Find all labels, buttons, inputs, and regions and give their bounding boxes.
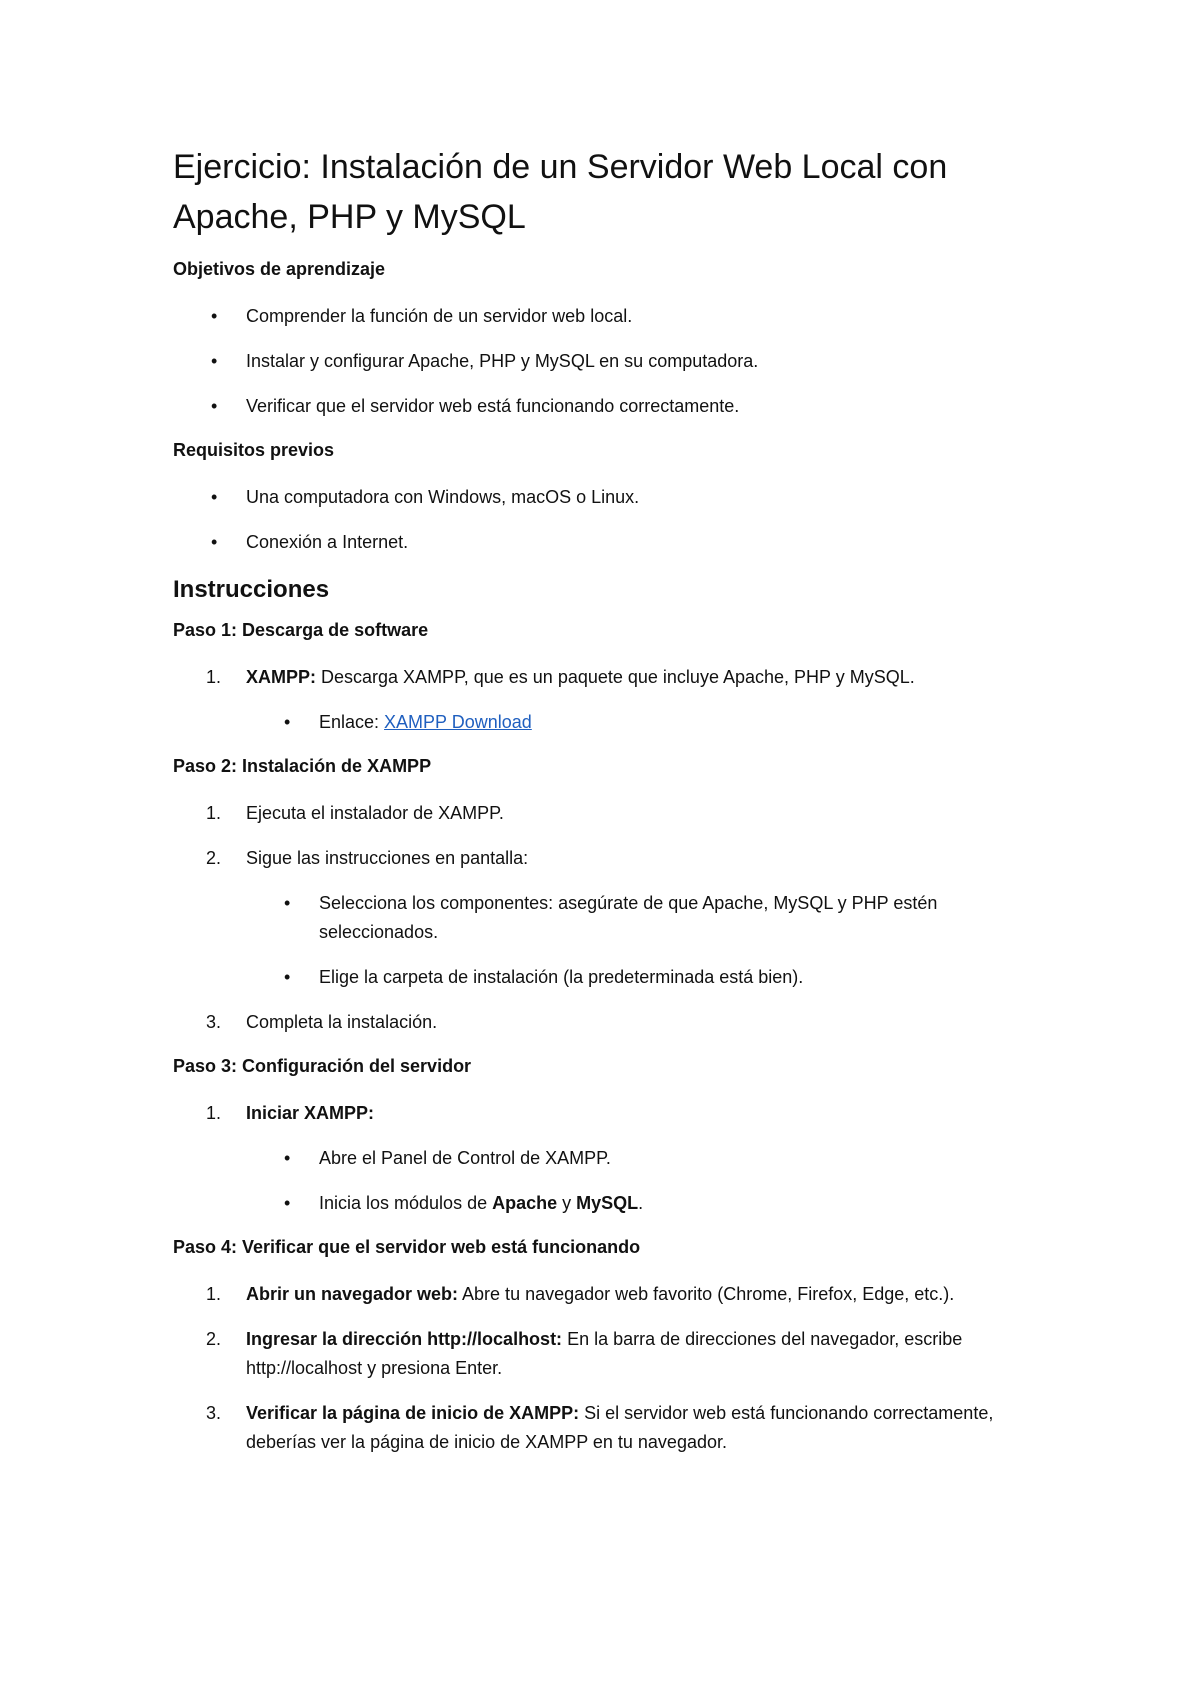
step3-list <box>173 1099 1053 1218</box>
list-item: 1. XAMPP: Descarga XAMPP, que es un paquete que incluye Apache, PHP y MySQL. • Enlace: XAMPP Download <box>173 663 1053 737</box>
bullet-icon: • <box>284 967 291 987</box>
xampp-download-link[interactable]: XAMPP Download <box>384 712 532 732</box>
number-marker: 2. <box>206 1329 222 1349</box>
step1-list <box>173 663 1053 737</box>
step2-heading: Paso 2: Instalación de XAMPP <box>173 756 432 776</box>
number-marker: 1. <box>206 1103 222 1123</box>
bullet-icon: • <box>211 351 218 371</box>
prereq-heading: Requisitos previos <box>173 440 335 460</box>
list-item: 2. Sigue las instrucciones en pantalla: • Selecciona los componentes: asegúrate de que Apache, MySQL y PHP estén seleccionados. • Elige la carpeta de instalación (la predeterminada está bien). <box>173 844 1053 992</box>
list-item: • Instalar y configurar Apache, PHP y MySQL en su computadora. <box>173 347 1053 376</box>
bullet-icon: • <box>284 893 291 913</box>
sub-list <box>246 1144 1053 1218</box>
list-item: 3. Verificar la página de inicio de XAMPP: Si el servidor web está funcionando correctamente, deberías ver la página de inicio de XAMPP en tu navegador. <box>173 1399 1053 1457</box>
bullet-icon: • <box>211 396 218 416</box>
list-item: • Abre el Panel de Control de XAMPP. <box>246 1144 1053 1173</box>
list-item: • Verificar que el servidor web está funcionando correctamente. <box>173 392 1053 421</box>
bullet-icon: • <box>284 1148 291 1168</box>
bullet-icon: • <box>211 532 218 552</box>
step4-heading: Paso 4: Verificar que el servidor web está funcionando <box>173 1237 641 1257</box>
instructions-heading: Instrucciones <box>173 576 330 603</box>
list-item: 1. Iniciar XAMPP: • Abre el Panel de Control de XAMPP. • Inicia los módulos de Apache y MySQL. <box>173 1099 1053 1218</box>
number-marker: 1. <box>206 667 222 687</box>
document-title: Ejercicio: Instalación de un Servidor Web Local con Apache, PHP y MySQL <box>173 148 948 236</box>
objectives-list <box>173 302 1053 421</box>
number-marker: 1. <box>206 1284 222 1304</box>
list-item: 1. Abrir un navegador web: Abre tu navegador web favorito (Chrome, Firefox, Edge, etc.). <box>173 1280 1053 1309</box>
list-item: 3. Completa la instalación. <box>173 1008 1053 1037</box>
list-item: 2. Ingresar la dirección http://localhost: En la barra de direcciones del navegador, escribe http://localhost y presiona Enter. <box>173 1325 1053 1383</box>
document-body <box>173 142 1053 1473</box>
number-marker: 2. <box>206 848 222 868</box>
number-marker: 1. <box>206 803 222 823</box>
list-item: • Elige la carpeta de instalación (la predeterminada está bien). <box>246 963 1053 992</box>
bullet-icon: • <box>211 306 218 326</box>
list-item: • Una computadora con Windows, macOS o Linux. <box>173 483 1053 512</box>
list-item: • Comprender la función de un servidor web local. <box>173 302 1053 331</box>
bullet-icon: • <box>211 487 218 507</box>
list-item: • Conexión a Internet. <box>173 528 1053 557</box>
step1-heading: Paso 1: Descarga de software <box>173 620 429 640</box>
bullet-icon: • <box>284 712 291 732</box>
list-item: 1. Ejecuta el instalador de XAMPP. <box>173 799 1053 828</box>
prereq-list <box>173 483 1053 557</box>
sub-list <box>246 708 1053 737</box>
number-marker: 3. <box>206 1012 222 1032</box>
number-marker: 3. <box>206 1403 222 1423</box>
step2-list <box>173 799 1053 1037</box>
sub-list <box>246 889 1053 992</box>
list-item: • Enlace: XAMPP Download <box>246 708 1053 737</box>
list-item: • Selecciona los componentes: asegúrate de que Apache, MySQL y PHP estén seleccionados. <box>246 889 1053 947</box>
objectives-heading: Objetivos de aprendizaje <box>173 259 386 279</box>
step4-list <box>173 1280 1053 1457</box>
list-item: • Inicia los módulos de Apache y MySQL. <box>246 1189 1053 1218</box>
bullet-icon: • <box>284 1193 291 1213</box>
step3-heading: Paso 3: Configuración del servidor <box>173 1056 472 1076</box>
